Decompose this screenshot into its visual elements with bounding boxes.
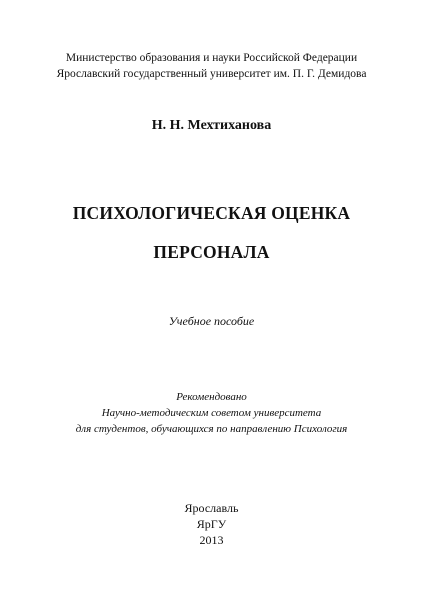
recommendation-line-2: Научно-методическим советом университета	[101, 407, 322, 419]
university-name: Ярославский государственный университет им. П. Г. Демидова	[56, 68, 367, 80]
imprint-year: 2013	[199, 533, 224, 547]
recommendation-line-3: для студентов, обучающихся по направлению Психология	[75, 423, 348, 435]
book-subtitle: Учебное пособие	[168, 314, 255, 328]
imprint-publisher: ЯрГУ	[196, 517, 227, 531]
book-title-line-1: ПСИХОЛОГИЧЕСКАЯ ОЦЕНКА	[72, 203, 351, 223]
book-title-line-2: ПЕРСОНАЛА	[153, 242, 270, 262]
imprint-city: Ярославль	[184, 501, 239, 515]
ministry-name: Министерство образования и науки Российской Федерации	[65, 52, 358, 64]
recommendation-line-1: Рекомендовано	[176, 391, 247, 403]
author-name: Н. Н. Мехтиханова	[151, 118, 272, 133]
